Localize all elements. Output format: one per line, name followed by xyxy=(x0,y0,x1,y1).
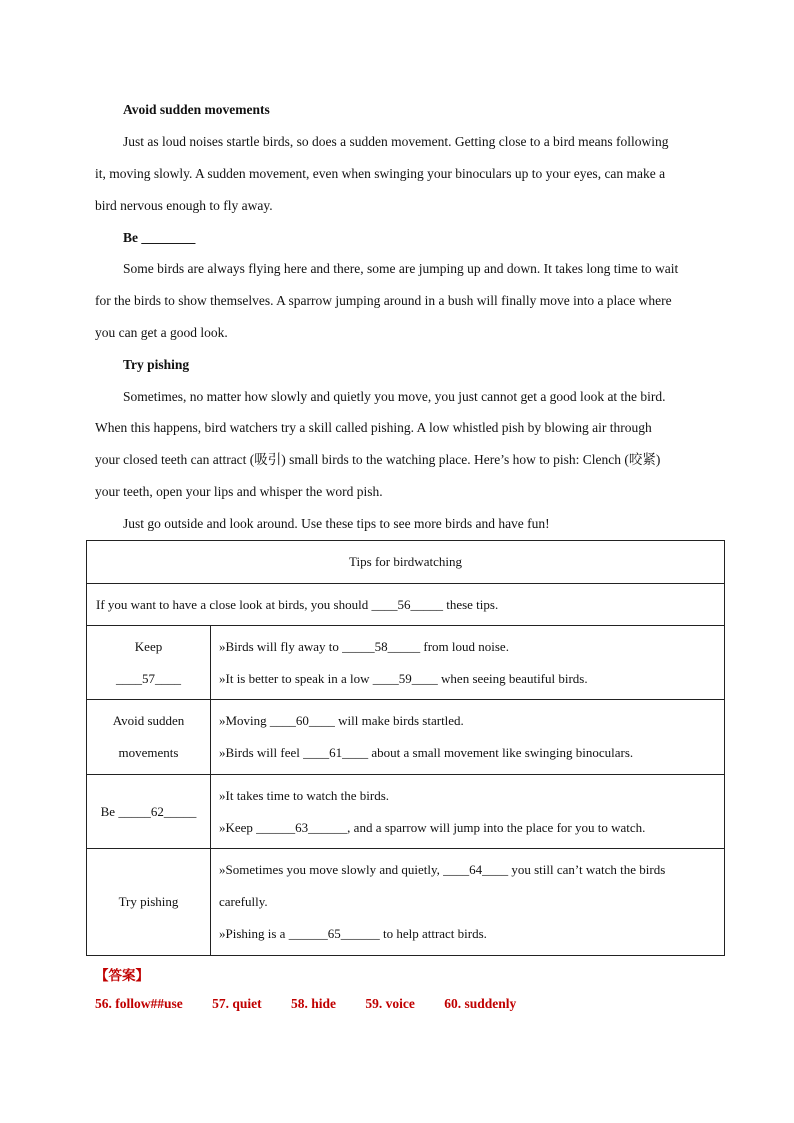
row-label-line: Keep xyxy=(134,638,163,654)
row-content-line: »It is better to speak in a low ____59____ when seeing beautiful birds. xyxy=(219,670,588,686)
table-row xyxy=(87,775,725,849)
paragraph-line: Sometimes, no matter how slowly and quietly you move, you just cannot get a good look at the bird. xyxy=(123,389,666,404)
paragraph-line: Some birds are always flying here and there, some are jumping up and down. It takes long time to wait xyxy=(123,261,679,276)
table-title: Tips for birdwatching xyxy=(87,541,725,584)
row-content-line: »Birds will fly away to _____58_____ from loud noise. xyxy=(219,638,509,654)
row-label-line: Be _____62_____ xyxy=(100,803,197,819)
row-label xyxy=(87,700,211,775)
paragraph-line: it, moving slowly. A sudden movement, even when swinging your binoculars up to your eyes, can make a xyxy=(95,166,666,181)
paragraph-line: bird nervous enough to fly away. xyxy=(95,198,273,213)
row-label-line: Avoid sudden xyxy=(112,713,185,728)
answer-label: 【答案】 xyxy=(95,968,149,984)
row-label-line: movements xyxy=(118,745,179,760)
table-intro: If you want to have a close look at birds, you should ____56_____ these tips. xyxy=(87,584,725,626)
paragraph-line: for the birds to show themselves. A sparrow jumping around in a bush will finally move into a place where xyxy=(95,293,672,308)
tips-table xyxy=(86,540,725,956)
table-title-row xyxy=(87,541,725,584)
row-content-line: carefully. xyxy=(219,894,268,909)
closing-line: Just go outside and look around. Use these tips to see more birds and have fun! xyxy=(123,516,550,531)
table-intro-row xyxy=(87,584,725,626)
answer-item: 58. hide xyxy=(291,996,337,1011)
row-content-line: »Pishing is a ______65______ to help attract birds. xyxy=(219,926,487,941)
answer-item: 60. suddenly xyxy=(444,996,517,1011)
heading-avoid-sudden-movements: Avoid sudden movements xyxy=(123,102,270,117)
answer-list xyxy=(95,996,542,1012)
row-content xyxy=(211,775,725,849)
row-content-line: »Keep ______63______, and a sparrow will jump into the place for you to watch. xyxy=(219,819,646,835)
heading-try-pishing: Try pishing xyxy=(123,357,190,372)
row-label-line: ____57____ xyxy=(116,670,181,686)
answer-item: 57. quiet xyxy=(212,996,262,1011)
row-label-line: Try pishing xyxy=(118,894,179,909)
row-content-line: »Birds will feel ____61____ about a small movement like swinging binoculars. xyxy=(219,745,634,760)
paragraph-line: your closed teeth can attract (吸引) small birds to the watching place. Here’s how to pish: Clench (咬紧) xyxy=(95,452,661,467)
paragraph-line: Just as loud noises startle birds, so does a sudden movement. Getting close to a bird means following xyxy=(123,134,669,149)
row-label xyxy=(87,775,211,849)
paragraph-line: When this happens, bird watchers try a skill called pishing. A low whistled pish by blowing air through xyxy=(95,420,652,435)
row-content xyxy=(211,626,725,700)
answer-item: 56. follow##use xyxy=(95,996,183,1011)
table-row xyxy=(87,700,725,775)
heading-be-blank: Be ________ xyxy=(123,230,196,245)
row-content-line: »Moving ____60____ will make birds startled. xyxy=(219,713,464,728)
row-label xyxy=(87,626,211,700)
table-row xyxy=(87,626,725,700)
row-content-line: »It takes time to watch the birds. xyxy=(219,787,390,803)
table-row xyxy=(87,849,725,956)
paragraph-line: your teeth, open your lips and whisper the word pish. xyxy=(95,484,383,499)
row-content xyxy=(211,849,725,956)
answer-item: 59. voice xyxy=(365,996,415,1011)
row-content-line: »Sometimes you move slowly and quietly, ____64____ you still can’t watch the birds xyxy=(219,862,666,877)
row-content xyxy=(211,700,725,775)
paragraph-line: you can get a good look. xyxy=(95,325,228,340)
row-label xyxy=(87,849,211,956)
